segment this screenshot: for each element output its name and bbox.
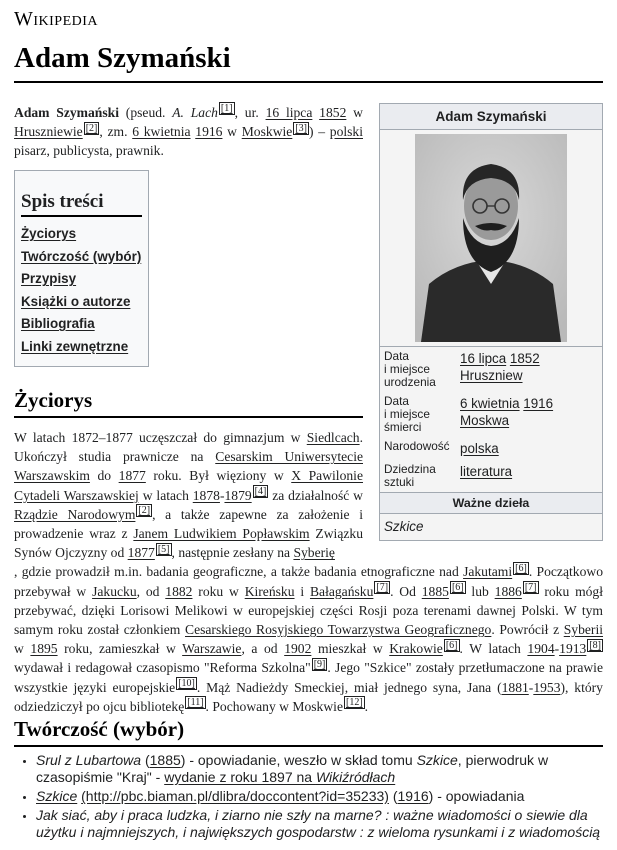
section-heading-zyciorys: Życiorys	[14, 388, 363, 418]
bio-text: , od	[136, 583, 166, 599]
toc-item-linki[interactable]: Linki zewnętrzne	[21, 338, 129, 354]
reference-link[interactable]: [7]	[524, 582, 537, 594]
reference-link[interactable]: [6]	[515, 562, 527, 574]
bio-text: ), który odziedziczył po ojcu bibliotekę	[14, 679, 603, 714]
bio-link[interactable]: Cesarskiego Rosyjskiego Towarzystwa Geograficznego	[185, 622, 492, 638]
wikisource-link[interactable]	[164, 769, 395, 785]
table-of-contents	[14, 170, 149, 367]
bio-text: i	[294, 583, 310, 599]
bio-text: Związku Synów Ojczyzny od	[14, 526, 363, 561]
infobox-value	[456, 347, 602, 392]
work-title-link[interactable]	[36, 788, 77, 804]
reference-link[interactable]: [7]	[376, 582, 389, 594]
death-place-link[interactable]: Moskwie	[241, 124, 293, 140]
bio-text: . Jego "Szkice" zostały przetłumaczone na prawie wszystkie języki europejskie	[14, 660, 603, 695]
bio-link[interactable]: Siedlcach	[306, 430, 360, 445]
bio-link[interactable]: Syberię	[293, 545, 335, 561]
bio-text: . Powrócił z	[491, 622, 564, 638]
death-year-link[interactable]: 1916	[523, 396, 554, 411]
infobox-label: Dziedzina sztuki	[384, 462, 436, 489]
toc-title: Spis treści	[21, 191, 142, 217]
nationality-link[interactable]: polski	[329, 124, 363, 140]
infobox-work: Szkice	[384, 519, 424, 534]
intro-text: ) –	[309, 124, 330, 140]
bio-text: -	[554, 641, 560, 657]
bio-text: . W latach	[459, 641, 528, 657]
birth-year-link[interactable]: 1852	[509, 351, 540, 366]
bio-text: . Od	[390, 583, 422, 599]
toc-item-przypisy[interactable]: Przypisy	[21, 271, 77, 286]
toc-item-bibliografia[interactable]: Bibliografia	[21, 316, 95, 331]
bio-text: wydawał i redagował czasopismo "Reforma Szkolna"	[14, 660, 311, 676]
intro-text: pisarz, publicysta, prawnik.	[14, 143, 164, 159]
work-text: ) - opowiadania	[428, 788, 525, 804]
bio-link[interactable]: Janem Ludwikiem Popławskim	[133, 526, 310, 542]
infobox-label: Data i miejsce śmierci	[384, 394, 430, 434]
reference-link[interactable]: [6]	[451, 582, 464, 594]
intro-text: w	[346, 105, 363, 120]
bio-text: za działalność w	[268, 487, 363, 503]
external-url-link[interactable]: (http://pbc.biaman.pl/dlibra/doccontent?id=35233)	[81, 788, 389, 804]
bio-link[interactable]: 1877	[127, 545, 155, 561]
bio-text: .	[364, 698, 369, 714]
bio-link[interactable]: 1895	[30, 641, 58, 657]
list-item	[36, 788, 603, 805]
works-list	[14, 752, 603, 843]
bio-text: -	[528, 679, 534, 695]
reference-link[interactable]: [4]	[254, 486, 267, 498]
birth-place-link[interactable]: Hruszniew	[460, 368, 523, 383]
reference-link[interactable]: [6]	[445, 639, 458, 651]
bio-text: W latach 1872–1877 uczęszczał do gimnazjum w	[14, 430, 307, 445]
page-title: Adam Szymański	[14, 42, 603, 83]
work-title: Jak siać, aby i praca ludzka, i ziarno nie szły na marne? : ważne wiadomości o siewie dla użytku i najmniejszych, i największych gospodarstw : z wieloma rysunkami i z wiadomością	[36, 807, 601, 840]
infobox-title: Adam Szymański	[380, 104, 602, 130]
bio-text: , gdzie prowadził m.in. badania geograficzne, a także badania etnograficzne nad	[14, 564, 464, 580]
bio-link[interactable]: 1902	[284, 641, 312, 657]
portrait-image	[415, 134, 567, 342]
reference-link[interactable]: [1]	[220, 103, 233, 115]
bio-text: , a także zapewne za założenie i prowadzenie wraz z	[14, 506, 363, 542]
bio-text: lub	[465, 583, 495, 599]
toc-item-zyciorys[interactable]: Życiorys	[21, 226, 77, 241]
reference-link[interactable]: [10]	[178, 678, 195, 690]
bio-link[interactable]: Jakutami	[463, 564, 513, 580]
bio-text: roku. Był więziony w	[145, 468, 292, 484]
intro-text: , zm.	[99, 124, 133, 140]
field-link[interactable]: literatura	[460, 464, 513, 479]
work-text: (	[388, 788, 398, 804]
bio-text: . Mąż Nadieżdy Smeckiej, miał jednego syna, Jana (	[196, 679, 502, 695]
bio-text: , a od	[241, 641, 285, 657]
infobox-works-header: Ważne dzieła	[380, 492, 602, 514]
bio-link[interactable]: 1904	[527, 641, 555, 657]
reference-link[interactable]: [12]	[346, 697, 363, 709]
bio-link[interactable]: Kireńsku	[244, 583, 295, 599]
bio-link[interactable]: 1913	[559, 641, 587, 657]
biography-narrow-block	[14, 428, 363, 562]
section-heading-tworczosc: Twórczość (wybór)	[14, 717, 603, 747]
bio-text: -	[219, 487, 225, 503]
work-year-link[interactable]: 1916	[397, 788, 429, 804]
bio-link[interactable]: 1877	[118, 468, 146, 484]
birth-place-link[interactable]: Hruszniewie	[14, 124, 83, 140]
bio-link[interactable]: Rządzie Narodowym	[14, 506, 136, 522]
infobox-label: Data i miejsce urodzenia	[384, 349, 436, 389]
intro-text: , ur.	[234, 105, 266, 120]
bio-link[interactable]: Jakucku	[92, 583, 137, 599]
bio-link[interactable]: 1878	[192, 487, 220, 503]
bio-link[interactable]: 1953	[533, 679, 561, 695]
bio-link[interactable]: 1885	[421, 583, 449, 599]
list-item	[36, 807, 603, 841]
reference-link[interactable]: [11]	[187, 697, 204, 709]
toc-item-tworczosc[interactable]: Twórczość (wybór)	[21, 248, 142, 264]
bio-link[interactable]: X Pawilonie Cytadeli Warszawskiej	[14, 468, 363, 503]
work-book: Szkice	[416, 752, 458, 768]
death-date-link[interactable]: 6 kwietnia	[460, 396, 520, 411]
reference-link[interactable]: [8]	[589, 639, 601, 651]
wikisource-link-italic: Wikiźródłach	[315, 769, 396, 785]
bio-link[interactable]: 1882	[165, 583, 193, 599]
bio-text: roku w	[192, 583, 245, 599]
bio-link[interactable]: 1886	[494, 583, 522, 599]
work-text: (	[141, 752, 150, 768]
toc-item-ksiazki[interactable]: Książki o autorze	[21, 293, 131, 309]
work-title: Srul z Lubartowa	[36, 752, 142, 768]
bio-text: . Pochowany w Moskwie	[205, 698, 343, 714]
work-text: ) - opowiadanie, weszło w skład tomu	[180, 752, 417, 768]
portrait-photo[interactable]	[380, 130, 602, 347]
bio-link[interactable]: 1879	[224, 487, 252, 503]
infobox-label: Narodowość	[384, 439, 450, 453]
wikipedia-wordmark[interactable]: Wikipedia	[14, 8, 99, 30]
birth-year-link[interactable]: 1852	[319, 105, 347, 120]
bio-text: w latach	[138, 487, 193, 503]
death-date-link[interactable]: 6 kwietnia	[132, 124, 191, 140]
reference-link[interactable]: [9]	[313, 658, 326, 670]
bio-link[interactable]: Syberii	[563, 622, 604, 638]
death-place-link[interactable]: Moskwa	[460, 413, 510, 428]
bio-link[interactable]: Krakowie	[389, 641, 443, 657]
wikisource-link-text: wydanie z roku 1897 na	[164, 769, 316, 785]
work-year-link[interactable]: 1885	[149, 752, 181, 768]
bio-link[interactable]: Warszawie	[182, 641, 242, 657]
intro-text: w	[222, 124, 242, 140]
nationality-link[interactable]: polska	[460, 441, 499, 456]
birth-date-link[interactable]: 16 lipca	[460, 351, 507, 366]
intro-paragraph	[14, 103, 363, 161]
work-title-italic: Szkice	[36, 788, 78, 804]
bio-text: . Ukończył studia prawnicze na	[14, 430, 363, 465]
subject-name: Adam Szymański	[14, 105, 119, 120]
bio-text: roku, zamieszkał w	[57, 641, 183, 657]
reference-link[interactable]: [5]	[157, 543, 170, 555]
intro-text: (pseud.	[119, 105, 173, 120]
death-year-link[interactable]: 1916	[195, 124, 223, 140]
reference-link[interactable]: [2]	[138, 505, 151, 517]
bio-link[interactable]: Bałagańsku	[309, 583, 374, 599]
reference-link[interactable]: [3]	[295, 122, 307, 134]
bio-link[interactable]: Cesarskim Uniwersytecie Warszawskim	[14, 449, 363, 484]
pseudonym: A. Lach	[172, 105, 218, 120]
biography-paragraph	[14, 428, 603, 716]
birth-date-link[interactable]: 16 lipca	[265, 105, 313, 120]
bio-text: do	[89, 468, 119, 484]
bio-text: . Początkowo przebywał w	[14, 564, 603, 599]
bio-text: roku mógł przebywać, dzięki Lorisowi Melikowi w europejskiej części Rosji poza terenami dawnej Polski. W tym samym roku został członkiem	[14, 583, 604, 638]
bio-text: w	[14, 641, 31, 657]
infobox-row-birth	[380, 347, 602, 392]
work-text: , pierwodruk w czasopiśmie "Kraj" -	[36, 752, 549, 785]
list-item	[36, 752, 603, 786]
bio-link[interactable]: 1881	[501, 679, 529, 695]
reference-link[interactable]: [2]	[85, 122, 98, 134]
bio-text: , następnie zesłany na	[171, 545, 294, 561]
bio-text: mieszkał w	[311, 641, 390, 657]
